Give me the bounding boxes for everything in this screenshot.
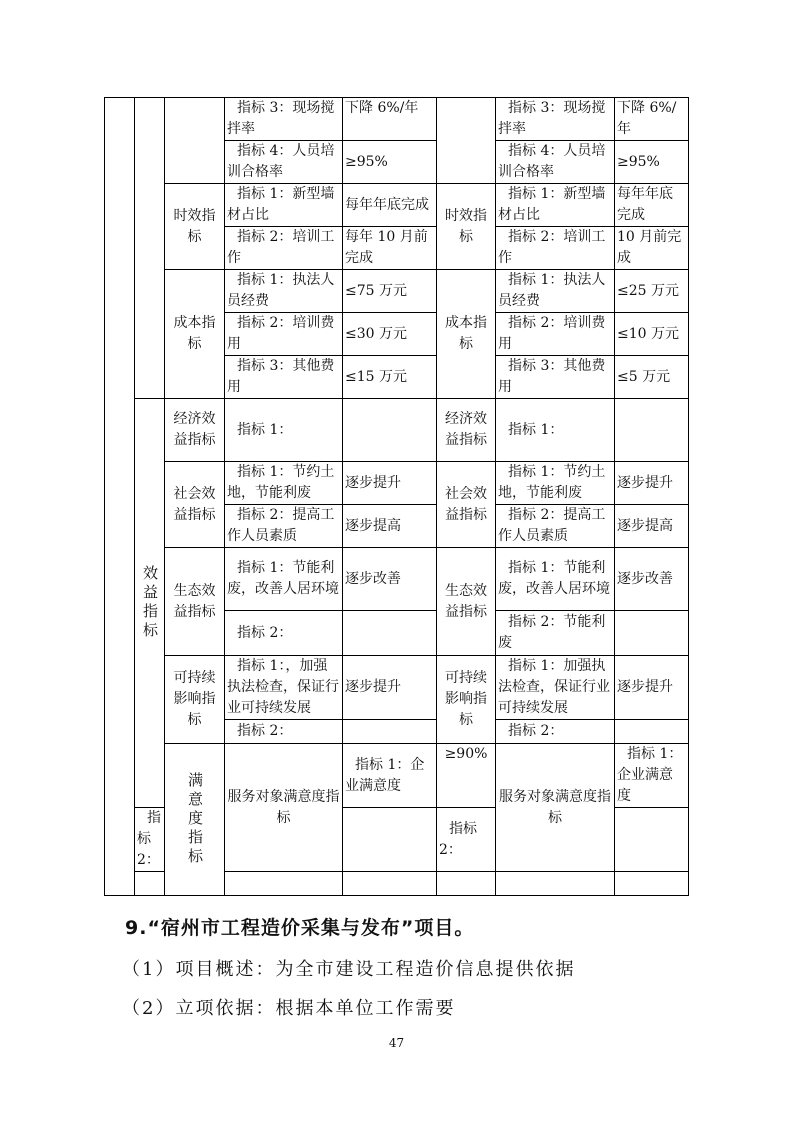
benefit-group-cell — [135, 399, 165, 808]
table-row — [105, 98, 689, 141]
right-category-time: 时效指标 — [437, 184, 496, 270]
right-indicator: 指标 3：其他费用 — [496, 356, 615, 399]
right-value — [615, 720, 689, 744]
left-value — [343, 720, 437, 744]
satisfaction-group-cell — [165, 744, 225, 896]
left-value: ≥95% — [343, 141, 437, 184]
right-category-sustain: 可持续影响指标 — [437, 656, 496, 744]
category-service: 服务对象满意度指标 — [225, 744, 343, 872]
left-indicator: 指标 1：，加强执法检查，保证行业可持续发展 — [225, 656, 343, 720]
page-number: 47 — [388, 1036, 405, 1050]
table-row — [105, 399, 689, 462]
left-indicator: 指标 2：提高工作人员素质 — [225, 505, 343, 548]
output-group-cell — [135, 98, 165, 399]
left-indicator: 指标 1： — [225, 399, 343, 462]
right-value: 逐步提升 — [615, 656, 689, 720]
paragraph-overview: （1）项目概述：为全市建设工程造价信息提供依据 — [122, 959, 576, 980]
right-value: 10 月前完成 — [615, 227, 689, 270]
left-indicator: 指标 2： — [135, 808, 165, 872]
right-indicator: 指标 3：现场搅拌率 — [496, 98, 615, 141]
right-value: 逐步提升 — [615, 462, 689, 505]
satisfaction-group-label: 满意度指标 — [186, 772, 204, 867]
right-category-eco: 生态效益指标 — [437, 548, 496, 656]
category-time: 时效指标 — [165, 184, 225, 270]
left-value — [343, 611, 437, 656]
left-value — [343, 808, 437, 872]
left-indicator: 指标 2：培训工作 — [225, 227, 343, 270]
right-indicator: 指标 2：培训费用 — [496, 313, 615, 356]
category-sustain: 可持续影响指标 — [165, 656, 225, 744]
right-indicator: 指标 2： — [437, 808, 496, 872]
right-value: 每年年底完成 — [615, 184, 689, 227]
table-row — [105, 270, 689, 313]
left-value: 下降 6%/年 — [343, 98, 437, 141]
section-heading: 9.“宿州市工程造价采集与发布”项目。 — [125, 917, 475, 939]
table-row — [105, 744, 689, 808]
left-indicator: 指标 3：现场搅拌率 — [225, 98, 343, 141]
right-value: ≤10 万元 — [615, 313, 689, 356]
right-indicator: 指标 1：加强执法检查，保证行业可持续发展 — [496, 656, 615, 720]
table-row — [105, 462, 689, 505]
right-indicator: 指标 1：新型墙材占比 — [496, 184, 615, 227]
left-value: ≥90% — [437, 744, 496, 808]
left-indicator: 指标 1：节能利废，改善人居环境 — [225, 548, 343, 611]
left-indicator: 指标 1：企业满意度 — [343, 744, 437, 808]
left-value: 每年年底完成 — [343, 184, 437, 227]
left-indicator: 指标 1：执法人员经费 — [225, 270, 343, 313]
right-category-cost: 成本指标 — [437, 270, 496, 399]
right-indicator: 指标 2：提高工作人员素质 — [496, 505, 615, 548]
left-indicator: 指标 1：新型墙材占比 — [225, 184, 343, 227]
table-row — [105, 548, 689, 611]
category-social: 社会效益指标 — [165, 462, 225, 548]
right-value: 逐步提高 — [615, 505, 689, 548]
right-category-social: 社会效益指标 — [437, 462, 496, 548]
left-value: ≤30 万元 — [343, 313, 437, 356]
left-value: ≤75 万元 — [343, 270, 437, 313]
right-indicator: 指标 4：人员培训合格率 — [496, 141, 615, 184]
right-indicator: 指标 1：执法人员经费 — [496, 270, 615, 313]
right-indicator: 指标 2：节能利废 — [496, 611, 615, 656]
left-value — [343, 872, 437, 896]
performance-indicator-table — [104, 97, 689, 896]
quality-category-cell — [165, 98, 225, 184]
left-value: 每年 10 月前完成 — [343, 227, 437, 270]
benefit-group-label: 效益指标 — [141, 565, 159, 641]
right-value — [615, 399, 689, 462]
right-value — [615, 872, 689, 896]
right-value: ≤5 万元 — [615, 356, 689, 399]
left-indicator — [225, 872, 343, 896]
right-empty-category-cell — [437, 872, 496, 896]
left-value — [343, 399, 437, 462]
category-cost: 成本指标 — [165, 270, 225, 399]
paragraph-basis: （2）立项依据：根据本单位工作需要 — [122, 998, 456, 1019]
category-economic: 经济效益指标 — [165, 399, 225, 462]
left-value: ≤15 万元 — [343, 356, 437, 399]
left-value: 逐步提升 — [343, 656, 437, 720]
left-value: 逐步提高 — [343, 505, 437, 548]
left-indicator: 指标 2： — [225, 611, 343, 656]
left-indicator: 指标 3：其他费用 — [225, 356, 343, 399]
right-quality-category-cell — [437, 98, 496, 184]
right-indicator: 指标 1：节能利废，改善人居环境 — [496, 548, 615, 611]
table-row — [105, 184, 689, 227]
left-value: 逐步提升 — [343, 462, 437, 505]
right-indicator: 指标 2： — [496, 720, 615, 744]
left-indicator: 指标 2：培训费用 — [225, 313, 343, 356]
empty-category-cell — [135, 872, 165, 896]
left-value: 逐步改善 — [343, 548, 437, 611]
right-value — [615, 611, 689, 656]
right-indicator: 指标 1：节约土地，节能利废 — [496, 462, 615, 505]
right-indicator: 指标 1： — [496, 399, 615, 462]
right-value — [615, 808, 689, 872]
right-value: 逐步改善 — [615, 548, 689, 611]
outer-column — [105, 98, 135, 896]
right-category-economic: 经济效益指标 — [437, 399, 496, 462]
table-row — [105, 656, 689, 720]
right-value: ≥95% — [615, 141, 689, 184]
left-indicator: 指标 2： — [225, 720, 343, 744]
right-value: 下降 6%/年 — [615, 98, 689, 141]
right-indicator — [496, 872, 615, 896]
left-indicator: 指标 4：人员培训合格率 — [225, 141, 343, 184]
category-eco: 生态效益指标 — [165, 548, 225, 656]
right-indicator: 指标 2：培训工作 — [496, 227, 615, 270]
right-category-service: 服务对象满意度指标 — [496, 744, 615, 872]
left-indicator: 指标 1：节约土地，节能利废 — [225, 462, 343, 505]
right-indicator: 指标 1：企业满意度 — [615, 744, 689, 808]
right-value: ≤25 万元 — [615, 270, 689, 313]
